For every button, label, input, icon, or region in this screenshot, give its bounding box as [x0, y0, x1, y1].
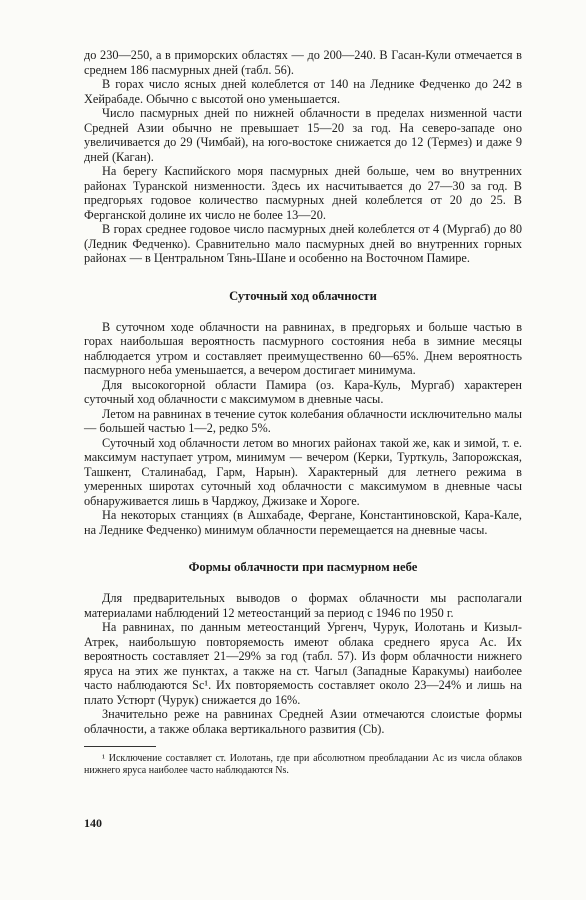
paragraph: Суточный ход облачности летом во многих районах такой же, как и зимой, т. е. максимум наступает утром, минимум — вечером (Керки, Турткуль, Запорожская, Ташкент, Сталинабад, Гарм, Нарын). Характерный для летнего режима в умеренных широтах суточный ход облачности с максимумом в дневные часы обнаруживается лишь в Чарджоу, Джизаке и Хороге. [84, 435, 522, 508]
paragraph: На берегу Каспийского моря пасмурных дней больше, чем во внутренних районах Туранской низменности. Здесь их насчитывается до 27—30 за год. В предгорьях годовое количество пасмурных дней колеблется от 20 до 25. В Ферганской долине их число не более 13—20. [84, 164, 522, 222]
section-heading: Формы облачности при пасмурном небе [188, 560, 418, 574]
paragraph: На равнинах, по данным метеостанций Ургенч, Чурук, Иолотань и Кизыл-Атрек, наибольшую повторяемость имеют облака среднего яруса Ac. Их вероятность составляет 21—29% за год (табл. 57). Из форм облачности нижнего яруса на этих же пунктах, а также на ст. Чагыл (Западные Каракумы) наиболее часто наблюдаются Sc¹. Их повторяемость составляет около 23—24% и лишь на плато Устюрт (Чурук) снижается до 16%. [84, 620, 522, 707]
footnote: ¹ Исключение составляет ст. Иолотань, где при абсолютном преобладании Ac из числа облаков нижнего яруса наиболее часто наблюдаются Ns. [84, 753, 522, 776]
paragraph: Для высокогорной области Памира (оз. Кара-Куль, Мургаб) характерен суточный ход облачности с максимумом в дневные часы. [84, 377, 522, 406]
paragraph: В горах число ясных дней колеблется от 140 на Леднике Федченко до 242 в Хейрабаде. Обычно с высотой оно уменьшается. [84, 77, 522, 106]
paragraph: Для предварительных выводов о формах облачности мы располагали материалами наблюдений 12 метеостанций за период с 1946 по 1950 г. [84, 591, 522, 620]
paragraph: Летом на равнинах в течение суток колебания облачности исключительно малы — большей частью 1—2, редко 5%. [84, 406, 522, 435]
paragraph: На некоторых станциях (в Ашхабаде, Фергане, Константиновской, Кара-Кале, на Леднике Федченко) минимум облачности перемещается на дневные часы. [84, 508, 522, 537]
page-number: 140 [84, 816, 102, 830]
footnote-divider [84, 746, 156, 747]
paragraph: Число пасмурных дней по нижней облачности в пределах низменной части Средней Азии обычно не превышает 15—20 за год. На северо-западе оно увеличивается до 29 (Чимбай), на юго-востоке снижается до 12 (Термез) и даже 9 дней (Каган). [84, 106, 522, 164]
paragraph: до 230—250, а в приморских областях — до 200—240. В Гасан-Кули отмечается в среднем 186 пасмурных дней (табл. 56). [84, 48, 522, 77]
page-text [84, 48, 522, 777]
paragraph: Значительно реже на равнинах Средней Азии отмечаются слоистые формы облачности, а также облака вертикального развития (Cb). [84, 707, 522, 736]
paragraph: В суточном ходе облачности на равнинах, в предгорьях и больше частью в горах наибольшая вероятность пасмурного состояния неба в зимние месяцы наблюдается утром и составляет преимущественно 60—65%. Днем вероятность пасмурного неба уменьшается, а вечером достигает минимума. [84, 319, 522, 377]
section-heading: Суточный ход облачности [229, 288, 377, 303]
paragraph: В горах среднее годовое число пасмурных дней колеблется от 4 (Мургаб) до 80 (Ледник Федченко). Сравнительно мало пасмурных дней во внутренних горных районах — в Центральном Тянь-Шане и особенно на Восточном Памире. [84, 222, 522, 265]
